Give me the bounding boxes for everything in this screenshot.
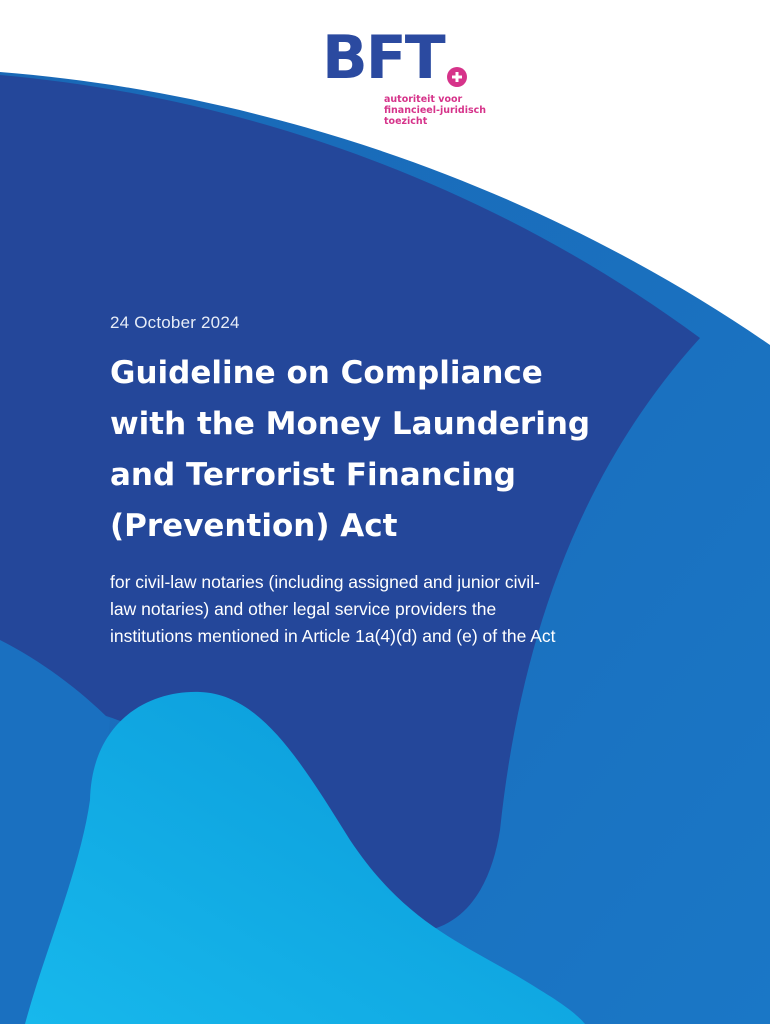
logo-dot-plus-icon xyxy=(444,64,470,90)
title-line: Guideline on Compliance xyxy=(110,355,543,391)
logo-tagline-line: toezicht xyxy=(384,116,428,127)
logo-wordmark: BFT xyxy=(322,23,444,93)
subtitle-line: law notaries) and other legal service providers the xyxy=(110,599,497,619)
title-line: (Prevention) Act xyxy=(110,508,398,544)
bft-logo xyxy=(322,23,487,133)
publication-date: 24 October 2024 xyxy=(110,313,240,332)
subtitle-line: institutions mentioned in Article 1a(4)(d) and (e) of the Act xyxy=(110,626,556,646)
document-subtitle xyxy=(110,569,710,650)
logo-tagline-line: autoriteit voor xyxy=(384,94,463,105)
logo-tagline-line: financieel-juridisch xyxy=(384,105,487,116)
title-line: and Terrorist Financing xyxy=(110,457,516,493)
title-line: with the Money Laundering xyxy=(110,406,591,442)
document-title xyxy=(110,348,710,552)
logo-tagline xyxy=(384,94,494,127)
subtitle-line: for civil-law notaries (including assigned and junior civil- xyxy=(110,572,540,592)
